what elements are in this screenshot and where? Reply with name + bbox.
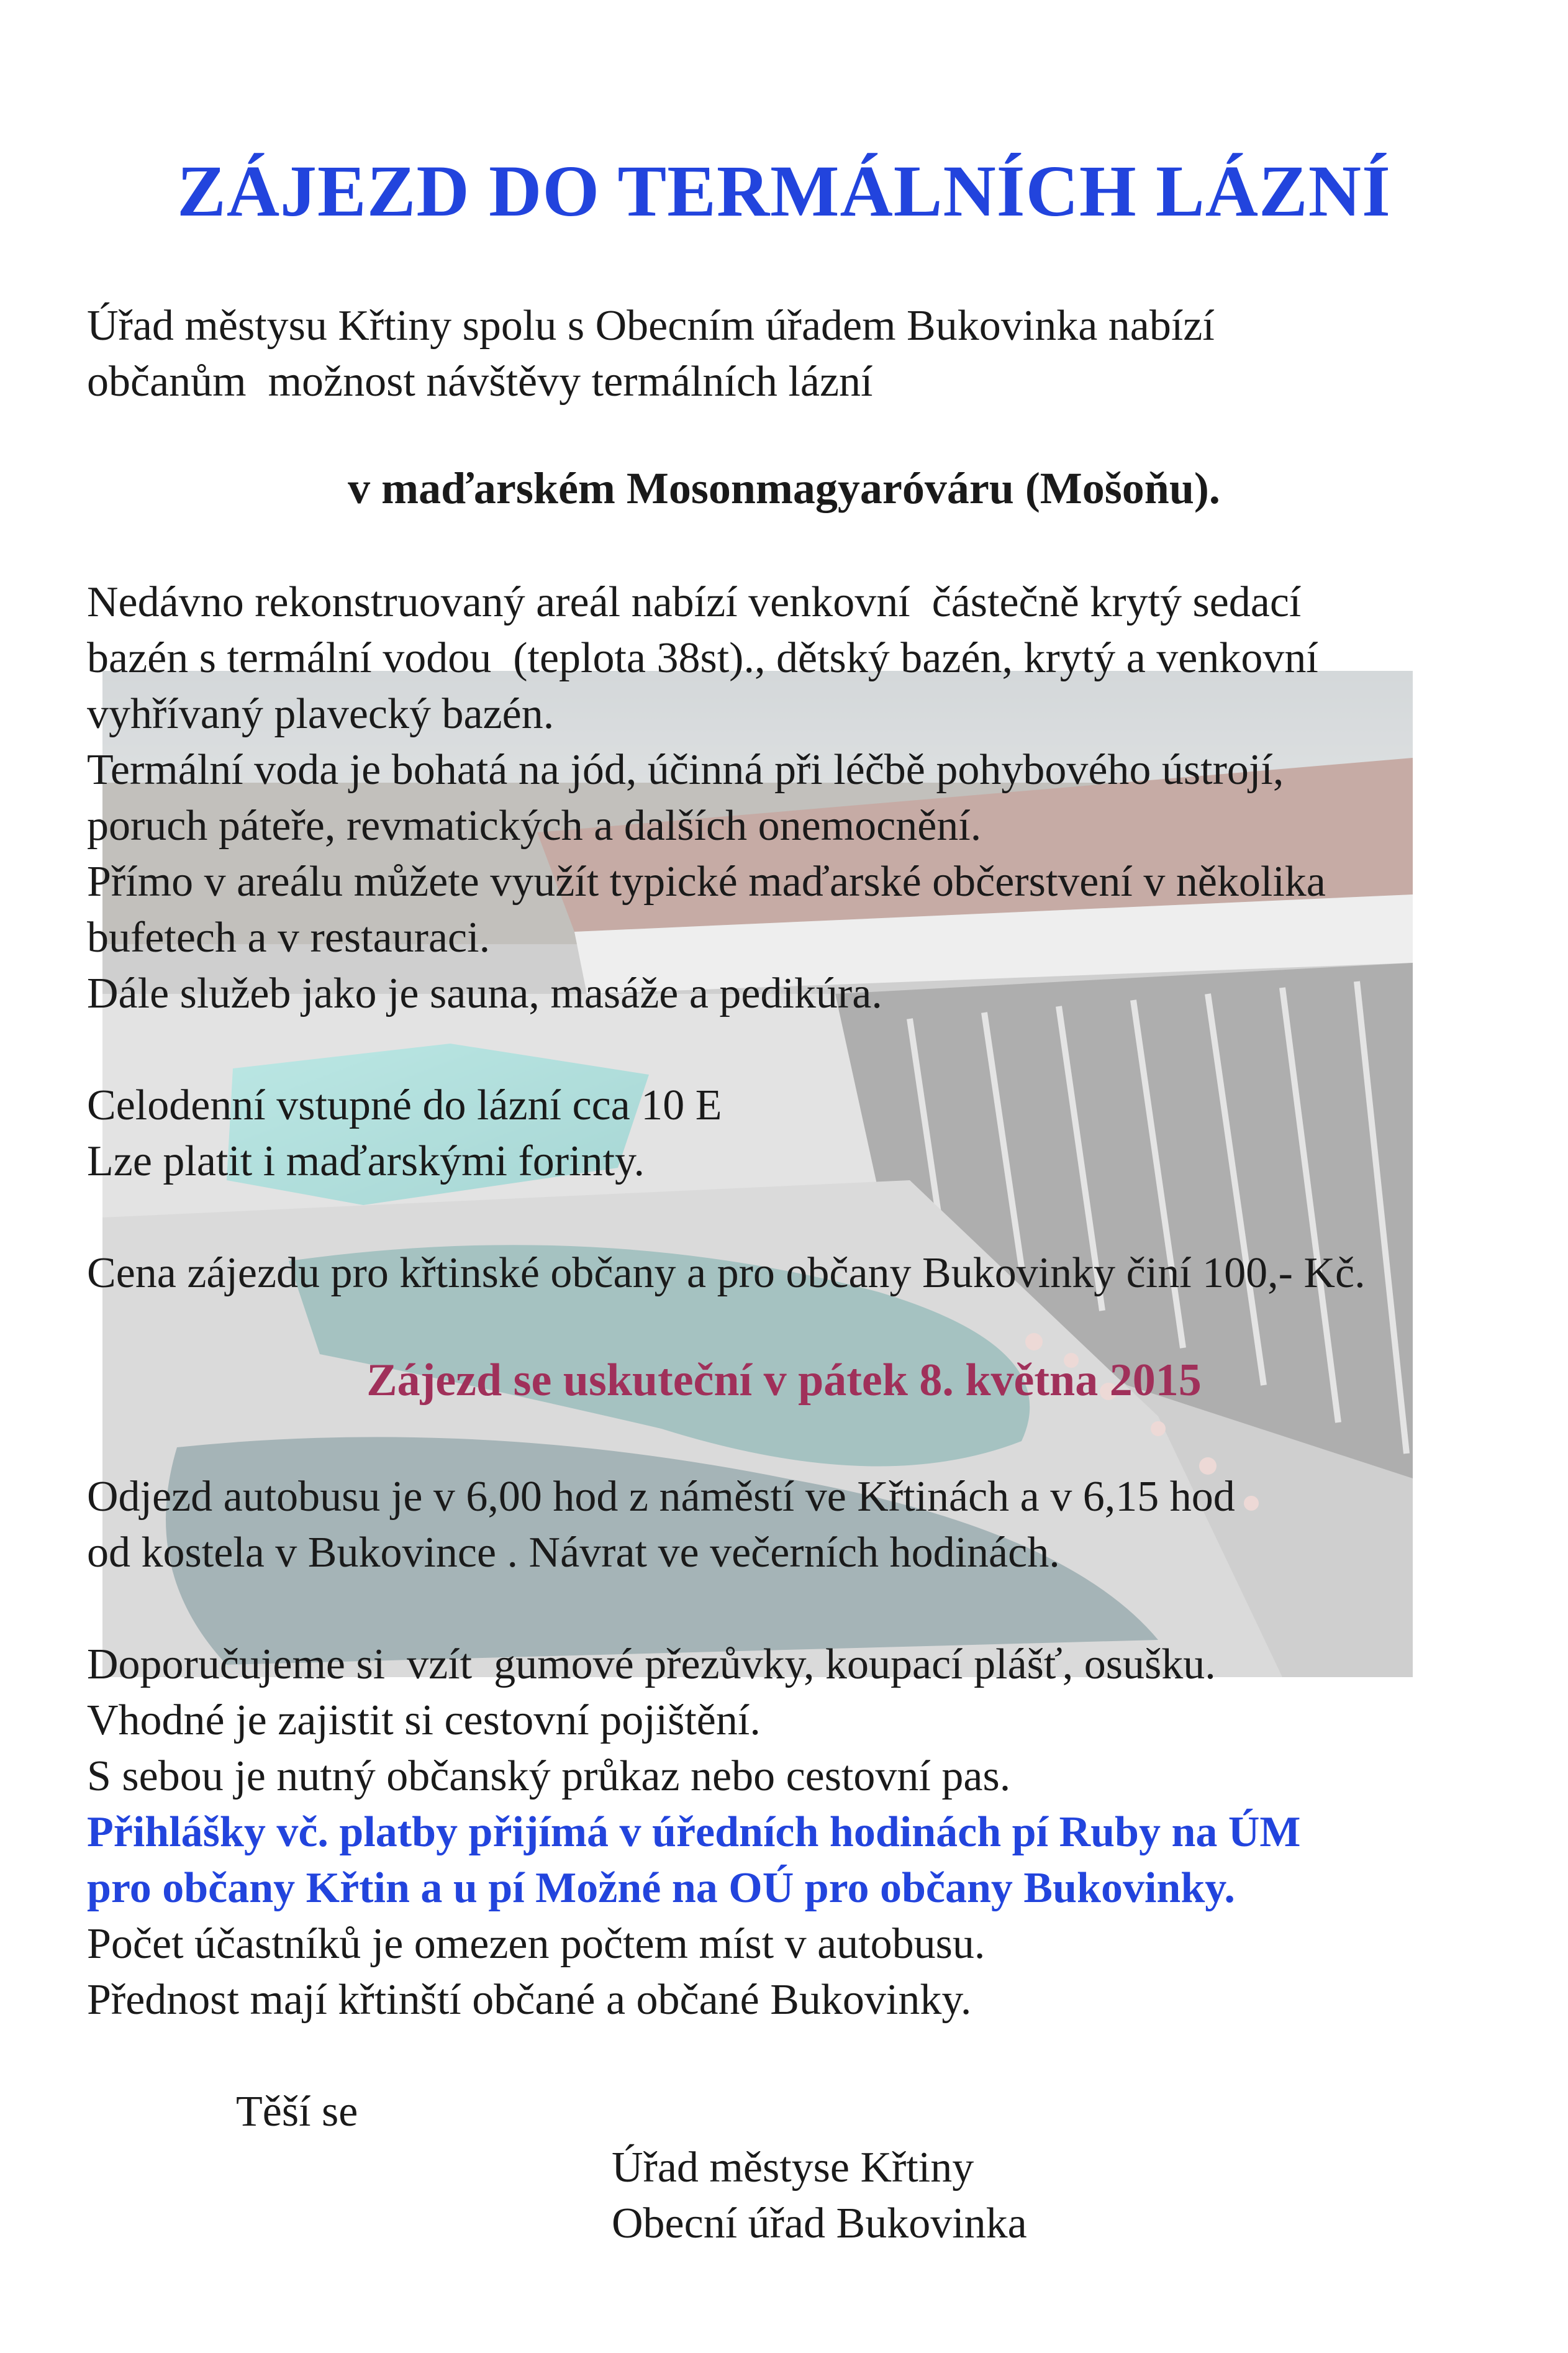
- location-heading: v maďarském Mosonmagyaróváru (Mošoňu).: [348, 463, 1220, 513]
- registration-line-2: pro občany Křtin a u pí Možné na OÚ pro občany Bukovinky.: [87, 1864, 1235, 1912]
- intro-line-1: Úřad městysu Křtiny spolu s Obecním úřadem Bukovinka nabízí: [87, 302, 1215, 350]
- limits-line-2: Přednost mají křtinští občané a občané Bukovinky.: [87, 1976, 972, 2024]
- registration-line-1: Přihlášky vč. platby přijímá v úředních hodinách pí Ruby na ÚM: [87, 1808, 1301, 1856]
- description-line-1: Nedávno rekonstruovaný areál nabízí venkovní částečně krytý sedací: [87, 578, 1302, 626]
- signature-line-2: Obecní úřad Bukovinka: [612, 2200, 1027, 2247]
- page-title: ZÁJEZD DO TERMÁLNÍCH LÁZNÍ: [177, 150, 1391, 232]
- signature-line-1: Úřad městyse Křtiny: [612, 2144, 974, 2191]
- description-line-8: Dále služeb jako je sauna, masáže a pedikúra.: [87, 970, 882, 1017]
- description-line-2: bazén s termální vodou (teplota 38st)., dětský bazén, krytý a venkovní: [87, 634, 1318, 682]
- departure-line-2: od kostela v Bukovince . Návrat ve večerních hodinách.: [87, 1529, 1060, 1577]
- departure-line-1: Odjezd autobusu je v 6,00 hod z náměstí ve Křtinách a v 6,15 hod: [87, 1473, 1235, 1521]
- description-line-3: vyhřívaný plavecký bazén.: [87, 690, 555, 738]
- description-line-4: Termální voda je bohatá na jód, účinná při léčbě pohybového ústrojí,: [87, 746, 1284, 794]
- recommend-line-1: Doporučujeme si vzít gumové přezůvky, koupací plášť, osušku.: [87, 1641, 1216, 1688]
- description-line-6: Přímo v areálu můžete využít typické maďarské občerstvení v několika: [87, 858, 1326, 906]
- description-line-7: bufetech a v restauraci.: [87, 914, 491, 962]
- intro-line-2: občanům možnost návštěvy termálních lázní: [87, 358, 873, 406]
- price-line: Cena zájezdu pro křtinské občany a pro občany Bukovinky činí 100,- Kč.: [87, 1249, 1366, 1297]
- entry-line-1: Celodenní vstupné do lázní cca 10 E: [87, 1081, 722, 1129]
- limits-line-1: Počet účastníků je omezen počtem míst v autobusu.: [87, 1920, 986, 1968]
- description-line-5: poruch páteře, revmatických a dalších onemocnění.: [87, 802, 982, 850]
- trip-date: Zájezd se uskuteční v pátek 8. května 2015: [366, 1355, 1202, 1406]
- greeting: Těší se: [236, 2088, 358, 2136]
- recommend-line-3: S sebou je nutný občanský průkaz nebo cestovní pas.: [87, 1752, 1011, 1800]
- recommend-line-2: Vhodné je zajistit si cestovní pojištění.: [87, 1696, 761, 1744]
- entry-line-2: Lze platit i maďarskými forinty.: [87, 1137, 645, 1185]
